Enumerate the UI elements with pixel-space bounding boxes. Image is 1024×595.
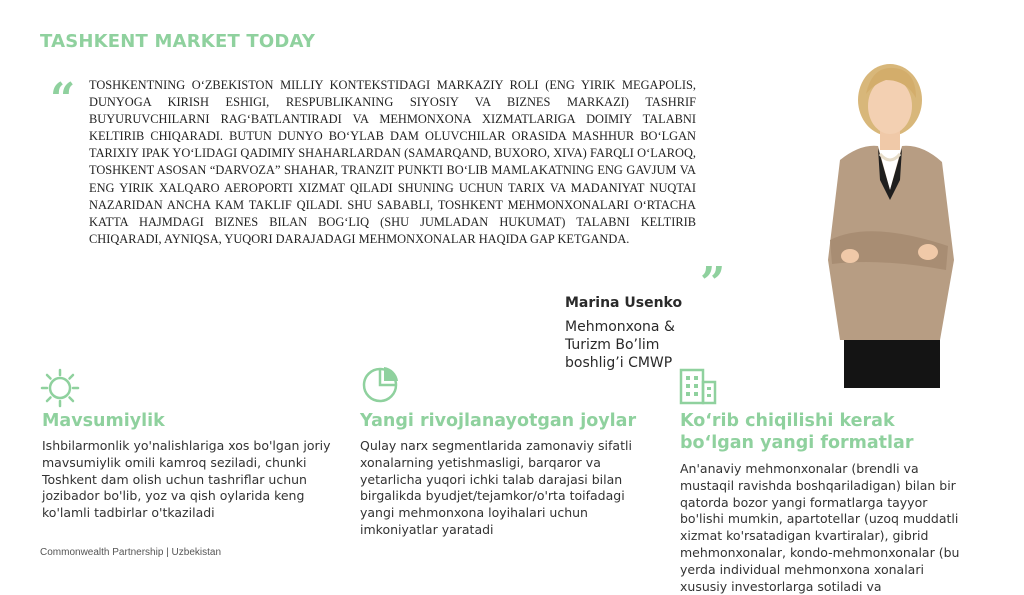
close-quote-icon: ” (700, 258, 726, 309)
footer-text: Commonwealth Partnership | Uzbekistan (40, 547, 222, 558)
column-text-seasonality: Ishbilarmonlik yo'nalishlariga xos bo'lgan joriy mavsumiylik omili kamroq seziladi, chunki Toshkent dam olish uchun tashriflar uchun jozibador bo'lib, yoz va qish oylarida keng ko'lamli tadbirlar o'tkaziladi (42, 438, 331, 521)
pie-chart-icon (360, 365, 400, 405)
buildings-icon (678, 366, 718, 406)
column-title-formats: Ko‘rib chiqilishi kerak bo‘lgan yangi formatlar (680, 411, 914, 453)
quote-text: TOSHKENTNING O‘ZBEKISTON MILLIY KONTEKSTIDAGI MARKAZIY ROLI (ENG YIRIK MEGAPOLIS, DUNYOGA KIRISH ESHIGI, RESPUBLIKANING SIYOSIY VA BIZNES MARKAZI) TASHRIF BUYURUVCHILARNI RAG‘BATLANTIRADI VA MEHMONXONA XIZMATLARIGA DOIMIY TALABNI KELTIRIB CHIQARADI. BUTUN DUNYO BO‘YLAB DAM OLUVCHILAR ORASIDA MASHHUR BO‘LGAN TARIXIY IPAK YO‘LIDAGI QADIMIY SHAHARLARDAN (SAMARQAND, BUXORO, XIVA) FARQLI O‘LAROQ, TOSHKENT ASOSAN “DARVOZA” SHAHAR, TRANZIT PUNKTI BO‘LIB MAMLAKATNING ENG GAVJUM VA ENG YIRIK XALQARO AEROPORTI XIZMAT QILADI SHUNING UCHUN TARIX VA MADANIYAT NUQTAI NAZARIDAN ANCHA KAM TAKLIF QILADI. SHU SABABLI, TOSHKENT MEHMONXONALARI O‘RTACHA KATTA HAJMDAGI BIZNES BILAN BOG‘LIQ (SHU JUMLADAN HUKUMAT) TALABNI KELTIRIB CHIQARADI, AYNIQSA, YUQORI DARAJADAGI MEHMONXONALAR HAQIDA GAP KETGANDA. (89, 78, 696, 246)
author-name: Marina Usenko (565, 295, 683, 311)
author-role: Mehmonxona & Turizm Bo’lim boshlig’i CMWP (565, 319, 675, 371)
sun-icon (40, 368, 80, 408)
column-text-formats: An'anaviy mehmonxonalar (brendli va mustaqil ravishda boshqariladigan) bilan bir qatorda bozor yangi formatlarga tayyor bo'lishi mumkin, apartotellar (uzoq muddatli xizmat ko'rsatadigan kvartiralar), gibrid mehmonxonalar, kondo-mehmonxonalar (bu yerda individual mehmonxona xonalari xususiy investorlarga sotiladi va (680, 461, 960, 594)
column-title-emerging: Yangi rivojlanayotgan joylar (360, 411, 637, 431)
author-photo (820, 50, 960, 390)
page-title: TASHKENT MARKET TODAY (40, 31, 316, 52)
column-text-emerging: Qulay narx segmentlarida zamonaviy sifatli xonalarning yetishmasligi, barqaror va yetarlicha yuqori ichki talab darajasi bilan birgalikda byudjet/tejamkor/o'rta toifadagi yangi mehmonxona loyihalari uchun imkoniyatlar yaratadi (360, 438, 632, 537)
column-title-seasonality: Mavsumiylik (42, 411, 165, 431)
open-quote-icon: “ (50, 74, 76, 125)
